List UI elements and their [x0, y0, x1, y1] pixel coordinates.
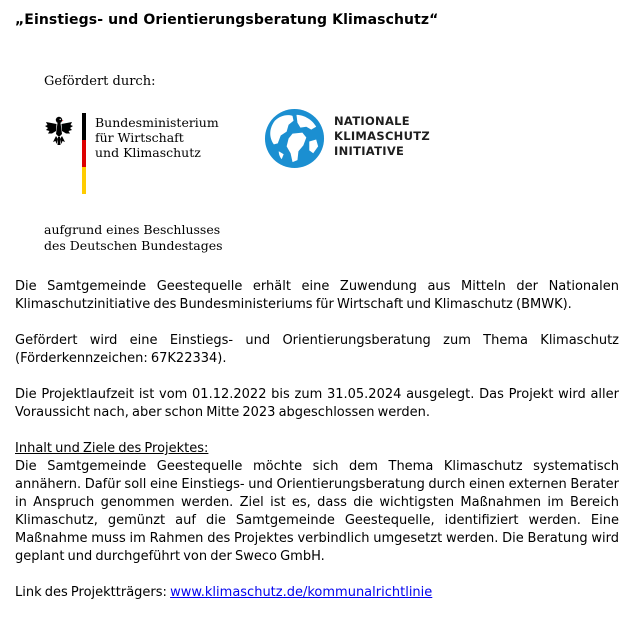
funding-paragraph: Die Samtgemeinde Geestequelle erhält eine Zuwendung aus Mitteln der Nationalen Klimaschutzinitiative des Bundesministeriums für Wirtschaft und Klimaschutz (BMWK).	[15, 279, 619, 312]
initiative-line: NATIONALE	[334, 114, 410, 128]
ministry-line: Bundesministerium	[95, 115, 219, 130]
goals-heading: Inhalt und Ziele des Projektes:	[15, 441, 209, 456]
funding-reference-paragraph: Gefördert wird eine Einstiegs- und Orientierungsberatung zum Thema Klimaschutz (Förderkennzeichen: 67K22334).	[15, 333, 619, 366]
link-paragraph	[15, 584, 619, 602]
ministry-line: für Wirtschaft	[95, 130, 184, 145]
federal-eagle-icon	[44, 114, 74, 146]
funding-logos	[44, 74, 464, 256]
funded-by-label: Gefördert durch:	[44, 74, 156, 89]
link-prefix: Link des Projektträgers:	[15, 585, 171, 600]
resolution-line: aufgrund eines Beschlusses	[44, 222, 221, 237]
initiative-line: KLIMASCHUTZ	[334, 129, 431, 143]
bundestag-resolution	[44, 222, 223, 254]
ministry-line: und Klimaschutz	[95, 145, 201, 160]
project-sponsor-link[interactable]: www.klimaschutz.de/kommunalrichtlinie	[170, 585, 433, 600]
resolution-line: des Deutschen Bundestages	[44, 238, 223, 253]
initiative-line: INITIATIVE	[334, 144, 405, 158]
globe-icon	[263, 107, 326, 170]
ministry-name	[95, 115, 219, 160]
goals-section	[15, 440, 619, 566]
initiative-name	[334, 114, 430, 159]
goals-text: Die Samtgemeinde Geestequelle möchte sich dem Thema Klimaschutz systematisch annähern. Dafür soll eine Einstiegs- und Orientierungsberatung durch einen externen Berater in Anspruch genommen werden. Ziel ist es, dass die wichtigsten Maßnahmen im Bereich Klimaschutz, gemünzt auf die Samtgemeinde Geestequelle, identifiziert werden. Eine Maßnahme muss im Rahmen des Projektes verbindlich umgesetzt werden. Die Beratung wird geplant und durchgeführt von der Sweco GmbH.	[15, 459, 619, 564]
document-body	[15, 278, 619, 620]
document-title: „Einstiegs- und Orientierungsberatung Klimaschutz“	[15, 12, 439, 28]
duration-paragraph: Die Projektlaufzeit ist vom 01.12.2022 bis zum 31.05.2024 ausgelegt. Das Projekt wird aller Voraussicht nach, aber schon Mitte 2023 abgeschlossen werden.	[15, 387, 619, 420]
german-flag-bar	[82, 113, 86, 194]
